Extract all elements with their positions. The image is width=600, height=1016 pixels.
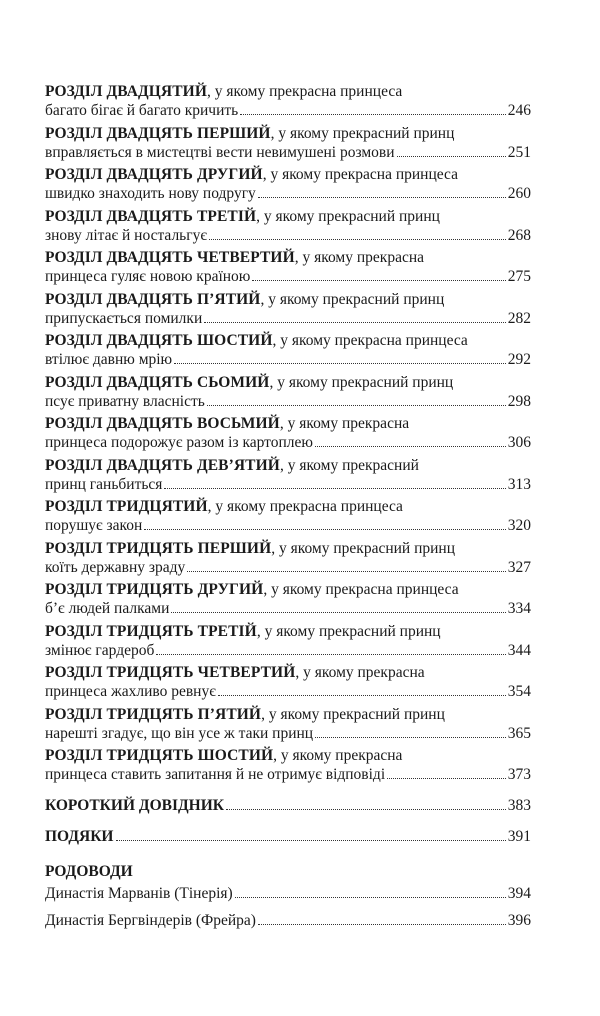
chapter-subtitle-end: багато бігає й багато кричить	[45, 102, 239, 119]
toc-entry	[45, 414, 531, 452]
chapter-subtitle-end: принцеса подорожує разом із картоплею	[45, 434, 313, 451]
page-number: 298	[507, 392, 531, 410]
toc-entry	[45, 124, 531, 162]
glossary-page: 383	[507, 797, 531, 814]
dot-leader	[116, 840, 506, 841]
dot-leader	[144, 529, 505, 530]
dot-leader	[174, 363, 506, 364]
toc-entry	[45, 663, 531, 701]
chapter-subtitle-end: принц ганьбиться	[45, 475, 163, 493]
chapter-title: РОЗДІЛ ТРИДЦЯТЬ ТРЕТІЙ	[45, 622, 257, 640]
chapter-title: РОЗДІЛ ДВАДЦЯТЬ ПЕРШИЙ	[45, 124, 271, 142]
chapter-subtitle-start: , у якому прекрасний принц	[261, 705, 445, 723]
chapter-subtitle-end: псує приватну власність	[45, 392, 205, 410]
toc-entry	[45, 622, 531, 660]
dot-leader	[207, 405, 506, 406]
toc-entry	[45, 373, 531, 411]
chapter-subtitle-end: принцеса ставить запитання й не отримує відповіді	[45, 766, 386, 783]
dot-leader	[156, 654, 505, 655]
page-number: 251	[507, 143, 531, 161]
genealogies-section	[45, 862, 531, 930]
chapter-title: РОЗДІЛ ТРИДЦЯТЬ П’ЯТИЙ	[45, 705, 262, 723]
page-number: 327	[507, 558, 531, 576]
chapter-subtitle-start: , у якому прекрасний	[279, 456, 419, 474]
chapter-title: РОЗДІЛ ДВАДЦЯТЬ П’ЯТИЙ	[45, 290, 261, 308]
dot-leader	[315, 737, 506, 738]
dot-leader	[235, 897, 506, 898]
chapter-subtitle-end: знову літає й ностальгує	[45, 226, 208, 244]
page-number: 320	[507, 517, 531, 534]
chapter-subtitle-start: , у якому прекрасна	[273, 747, 403, 764]
chapter-title: РОЗДІЛ ТРИДЦЯТЬ ПЕРШИЙ	[45, 539, 272, 557]
genealogy-page: 394	[507, 885, 531, 902]
genealogy-page: 396	[507, 912, 531, 929]
dot-leader	[387, 778, 506, 779]
toc-entry	[45, 331, 531, 369]
chapter-title: РОЗДІЛ ДВАДЦЯТЬ СЬОМИЙ	[45, 373, 270, 391]
chapter-subtitle-start: , у якому прекрасний принц	[256, 622, 441, 640]
chapter-subtitle-end: нарешті згадує, що він усе ж таки принц	[45, 724, 314, 742]
thanks-page: 391	[507, 828, 531, 845]
toc-entry	[45, 539, 531, 577]
chapter-subtitle-end: швидко знаходить нову подругу	[45, 185, 256, 202]
dot-leader	[164, 488, 505, 489]
chapter-subtitle-end: припускається помилки	[45, 309, 203, 327]
glossary-entry	[45, 796, 531, 815]
toc-entry	[45, 82, 531, 120]
chapter-title: РОЗДІЛ ДВАДЦЯТЬ ЧЕТВЕРТИЙ	[45, 249, 295, 266]
table-of-contents	[45, 82, 531, 938]
page-number: 373	[507, 766, 531, 783]
toc-entry	[45, 248, 531, 286]
glossary-label: КОРОТКИЙ ДОВІДНИК	[45, 797, 225, 814]
toc-entry	[45, 580, 531, 618]
chapter-title: РОЗДІЛ ДВАДЦЯТЬ ВОСЬМИЙ	[45, 415, 280, 432]
chapter-title: РОЗДІЛ ДВАДЦЯТЬ ТРЕТІЙ	[45, 207, 257, 225]
page-number: 313	[507, 475, 531, 493]
toc-entry	[45, 165, 531, 203]
toc-entry	[45, 705, 531, 743]
page-number: 334	[507, 600, 531, 617]
page-number: 282	[507, 309, 531, 327]
toc-entry	[45, 290, 531, 328]
chapter-title: РОЗДІЛ ДВАДЦЯТЬ ДЕВ’ЯТИЙ	[45, 456, 280, 474]
page-number: 354	[507, 683, 531, 700]
chapter-list	[45, 82, 531, 784]
dot-leader	[171, 612, 505, 613]
genealogy-entry	[45, 911, 531, 930]
dot-leader	[258, 197, 506, 198]
page-number: 292	[507, 351, 531, 368]
page-number: 275	[507, 268, 531, 285]
chapter-title: РОЗДІЛ ДВАДЦЯТЬ ДРУГИЙ	[45, 166, 263, 183]
chapter-subtitle-end: коїть державну зраду	[45, 558, 186, 576]
dot-leader	[204, 322, 506, 323]
chapter-subtitle-end: б’є людей палками	[45, 600, 170, 617]
page-number: 365	[507, 724, 531, 742]
chapter-subtitle-end: принцеса жахливо ревнує	[45, 683, 216, 700]
chapter-subtitle-start: , у якому прекрасний принц	[256, 207, 440, 225]
dot-leader	[209, 239, 506, 240]
thanks-entry	[45, 827, 531, 846]
chapter-title: РОЗДІЛ ТРИДЦЯТЬ ЧЕТВЕРТИЙ	[45, 664, 296, 681]
dot-leader	[240, 114, 506, 115]
chapter-subtitle-start: , у якому прекрасна	[279, 415, 410, 432]
page-number: 306	[507, 434, 531, 451]
chapter-subtitle-end: втілює давню мрію	[45, 351, 173, 368]
chapter-subtitle-start: , у якому прекрасна принцеса	[262, 166, 458, 183]
dot-leader	[218, 695, 506, 696]
dot-leader	[397, 156, 506, 157]
chapter-subtitle-start: , у якому прекрасна принцеса	[263, 581, 459, 598]
dot-leader	[258, 924, 506, 925]
genealogies-title: РОДОВОДИ	[45, 863, 133, 880]
chapter-title: РОЗДІЛ ТРИДЦЯТЬ ДРУГИЙ	[45, 581, 264, 598]
page-number: 246	[507, 102, 531, 119]
toc-entry	[45, 746, 531, 784]
chapter-subtitle-start: , у якому прекрасна	[294, 249, 425, 266]
toc-entry	[45, 207, 531, 245]
thanks-label: ПОДЯКИ	[45, 828, 114, 845]
genealogy-label: Династія Бергвіндерів (Фрейра)	[45, 912, 256, 929]
page-number: 344	[507, 641, 531, 659]
chapter-subtitle-start: , у якому прекрасна принцеса	[206, 83, 403, 100]
chapter-subtitle-end: принцеса гуляє новою країною	[45, 268, 251, 285]
genealogy-label: Династія Марванів (Тінерія)	[45, 885, 233, 902]
chapter-subtitle-start: , у якому прекрасна	[295, 664, 425, 681]
genealogy-entry	[45, 884, 531, 903]
dot-leader	[187, 571, 506, 572]
chapter-subtitle-start: , у якому прекрасний принц	[260, 290, 445, 308]
chapter-title: РОЗДІЛ ДВАДЦЯТЬ ШОСТИЙ	[45, 332, 273, 349]
chapter-subtitle-start: , у якому прекрасна принцеса	[272, 332, 468, 349]
chapter-subtitle-end: порушує закон	[45, 517, 143, 534]
chapter-title: РОЗДІЛ ТРИДЦЯТЬ ШОСТИЙ	[45, 747, 274, 764]
dot-leader	[226, 809, 506, 810]
page-number: 260	[507, 185, 531, 202]
chapter-subtitle-end: змінює гардероб	[45, 641, 155, 659]
chapter-subtitle-start: , у якому прекрасний принц	[271, 539, 456, 557]
dot-leader	[315, 446, 506, 447]
chapter-subtitle-start: , у якому прекрасна принцеса	[207, 498, 403, 515]
chapter-subtitle-start: , у якому прекрасний принц	[270, 124, 455, 142]
chapter-title: РОЗДІЛ ТРИДЦЯТИЙ	[45, 498, 208, 515]
page-number: 268	[507, 226, 531, 244]
toc-entry	[45, 456, 531, 494]
chapter-subtitle-start: , у якому прекрасний принц	[269, 373, 454, 391]
chapter-title: РОЗДІЛ ДВАДЦЯТИЙ	[45, 83, 207, 100]
toc-entry	[45, 497, 531, 535]
dot-leader	[252, 280, 505, 281]
chapter-subtitle-end: вправляється в мистецтві вести невимушені розмови	[45, 143, 395, 161]
